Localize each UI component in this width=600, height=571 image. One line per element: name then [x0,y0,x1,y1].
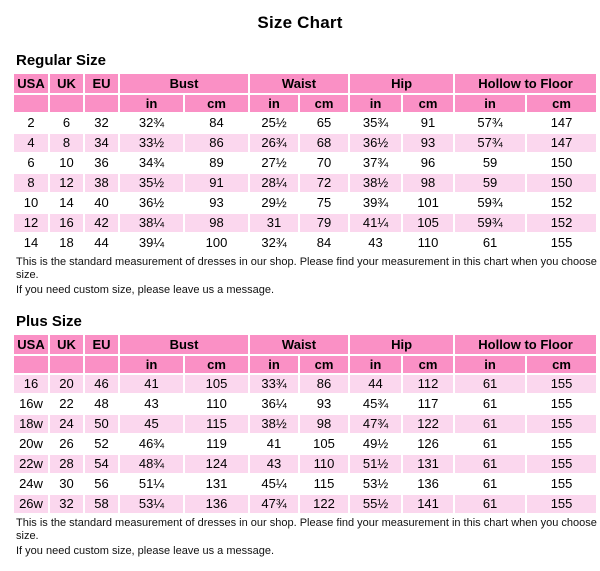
unit-cell: in [455,356,525,373]
table-cell: 50 [85,415,118,433]
table-cell: 26w [14,495,48,513]
table-cell: 34 [85,134,118,152]
table-cell: 61 [455,455,525,473]
unit-cell: in [350,95,401,112]
table-row [14,395,596,413]
table-cell: 136 [403,475,453,493]
table-cell: 49½ [350,435,401,453]
table-cell: 25½ [250,114,298,132]
table-cell: 8 [14,174,48,192]
table-cell: 45¼ [250,475,298,493]
table-cell: 6 [50,114,83,132]
table-cell: 155 [527,455,596,473]
table-cell: 61 [455,495,525,513]
table-cell: 61 [455,415,525,433]
table-cell: 84 [300,234,348,252]
table-row [14,495,596,513]
unit-cell: cm [300,356,348,373]
table-cell: 34¾ [120,154,183,172]
table-cell: 119 [185,435,248,453]
table-cell: 26¾ [250,134,298,152]
table-cell: 48¾ [120,455,183,473]
table-cell: 51½ [350,455,401,473]
table-cell: 35¾ [350,114,401,132]
table-cell: 68 [300,134,348,152]
table-cell: 131 [185,475,248,493]
table-cell: 57¾ [455,114,525,132]
table-cell: 152 [527,194,596,212]
table-cell: 93 [403,134,453,152]
table-cell: 27½ [250,154,298,172]
table-cell: 26 [50,435,83,453]
table-cell: 59 [455,174,525,192]
table-cell: 75 [300,194,348,212]
table-cell: 98 [185,214,248,232]
unit-cell: in [455,95,525,112]
table-cell: 22 [50,395,83,413]
table-cell: 70 [300,154,348,172]
table-row [14,375,596,393]
table-cell: 40 [85,194,118,212]
unit-cell: cm [527,95,596,112]
unit-cell: in [120,95,183,112]
table-cell: 46¾ [120,435,183,453]
table-row [14,154,596,172]
table-cell: 59¾ [455,214,525,232]
regular-size-heading: Regular Size [16,52,107,69]
table-row [14,415,596,433]
empty-header-cell [14,356,48,373]
table-cell: 48 [85,395,118,413]
table-cell: 2 [14,114,48,132]
empty-header-cell [50,356,83,373]
table-cell: 86 [185,134,248,152]
page-title: Size Chart [257,13,343,32]
table-cell: 32 [50,495,83,513]
table-cell: 117 [403,395,453,413]
table-cell: 47¾ [250,495,298,513]
table-cell: 28 [50,455,83,473]
measurement-note-line1: This is the standard measurement of dresses in our shop. Please find your measurement in this chart when you choose size. [16,256,597,281]
table-cell: 36¼ [250,395,298,413]
table-row [14,214,596,232]
table-cell: 61 [455,475,525,493]
table-cell: 110 [300,455,348,473]
table-cell: 110 [185,395,248,413]
unit-cell: cm [527,356,596,373]
custom-size-note-line2: If you need custom size, please leave us a message. [16,284,275,296]
table-cell: 93 [300,395,348,413]
table-cell: 44 [85,234,118,252]
table-cell: 53½ [350,475,401,493]
table-cell: 105 [185,375,248,393]
table-cell: 38 [85,174,118,192]
table-cell: 61 [455,435,525,453]
col-hip: Hip [350,335,453,354]
table-cell: 38¼ [120,214,183,232]
table-cell: 91 [403,114,453,132]
table-cell: 14 [14,234,48,252]
table-cell: 58 [85,495,118,513]
table-cell: 46 [85,375,118,393]
regular-size-table [12,72,598,254]
regular-size-table-body [14,114,596,252]
col-bust: Bust [120,74,248,93]
table-row [14,114,596,132]
unit-cell: in [250,356,298,373]
table-cell: 43 [120,395,183,413]
table-cell: 91 [185,174,248,192]
column-group-row [14,74,596,93]
table-cell: 155 [527,495,596,513]
table-cell: 22w [14,455,48,473]
empty-header-cell [85,356,118,373]
unit-cell: cm [403,356,453,373]
table-cell: 20 [50,375,83,393]
unit-row [14,95,596,112]
table-cell: 55½ [350,495,401,513]
unit-cell: in [350,356,401,373]
table-cell: 32¾ [250,234,298,252]
col-hip: Hip [350,74,453,93]
table-cell: 96 [403,154,453,172]
table-cell: 18w [14,415,48,433]
measurement-note-line1: This is the standard measurement of dresses in our shop. Please find your measurement in this chart when you choose size. [16,517,597,542]
unit-cell: in [120,356,183,373]
table-cell: 24 [50,415,83,433]
table-cell: 43 [350,234,401,252]
table-cell: 122 [300,495,348,513]
table-cell: 110 [403,234,453,252]
table-cell: 36 [85,154,118,172]
col-waist: Waist [250,74,348,93]
table-cell: 10 [14,194,48,212]
table-cell: 10 [50,154,83,172]
table-cell: 86 [300,375,348,393]
table-cell: 8 [50,134,83,152]
table-row [14,234,596,252]
unit-cell: cm [403,95,453,112]
table-cell: 32 [85,114,118,132]
table-cell: 131 [403,455,453,473]
table-cell: 59¾ [455,194,525,212]
table-cell: 150 [527,174,596,192]
table-cell: 16 [14,375,48,393]
col-uk: UK [50,335,83,354]
table-cell: 105 [300,435,348,453]
table-cell: 155 [527,415,596,433]
table-cell: 72 [300,174,348,192]
table-cell: 45¾ [350,395,401,413]
empty-header-cell [50,95,83,112]
table-cell: 152 [527,214,596,232]
table-cell: 20w [14,435,48,453]
table-cell: 42 [85,214,118,232]
table-cell: 89 [185,154,248,172]
table-cell: 24w [14,475,48,493]
col-usa: USA [14,74,48,93]
table-cell: 65 [300,114,348,132]
empty-header-cell [85,95,118,112]
table-cell: 98 [300,415,348,433]
table-cell: 61 [455,375,525,393]
table-cell: 155 [527,475,596,493]
table-cell: 101 [403,194,453,212]
unit-cell: cm [185,95,248,112]
col-usa: USA [14,335,48,354]
table-cell: 155 [527,435,596,453]
table-cell: 56 [85,475,118,493]
table-cell: 16 [50,214,83,232]
table-cell: 39¼ [120,234,183,252]
table-cell: 52 [85,435,118,453]
table-cell: 32¾ [120,114,183,132]
table-cell: 147 [527,114,596,132]
unit-cell: cm [300,95,348,112]
empty-header-cell [14,95,48,112]
table-cell: 33¾ [250,375,298,393]
table-row [14,174,596,192]
table-cell: 41¼ [350,214,401,232]
table-cell: 61 [455,395,525,413]
table-cell: 59 [455,154,525,172]
table-cell: 100 [185,234,248,252]
table-cell: 141 [403,495,453,513]
table-cell: 126 [403,435,453,453]
table-cell: 136 [185,495,248,513]
plus-size-heading: Plus Size [16,313,82,330]
table-cell: 84 [185,114,248,132]
col-hollow-to-floor: Hollow to Floor [455,74,596,93]
custom-size-note-line2: If you need custom size, please leave us a message. [16,545,275,557]
table-cell: 30 [50,475,83,493]
plus-size-table-body [14,375,596,513]
table-cell: 98 [403,174,453,192]
table-cell: 16w [14,395,48,413]
unit-cell: cm [185,356,248,373]
table-cell: 35½ [120,174,183,192]
table-cell: 38½ [250,415,298,433]
table-cell: 14 [50,194,83,212]
table-cell: 53¼ [120,495,183,513]
table-cell: 38½ [350,174,401,192]
table-cell: 31 [250,214,298,232]
table-cell: 155 [527,395,596,413]
table-cell: 6 [14,154,48,172]
table-cell: 79 [300,214,348,232]
table-row [14,475,596,493]
table-cell: 12 [14,214,48,232]
plus-size-table [12,333,598,515]
table-cell: 155 [527,234,596,252]
table-cell: 12 [50,174,83,192]
table-cell: 51¼ [120,475,183,493]
table-cell: 45 [120,415,183,433]
unit-cell: in [250,95,298,112]
unit-row [14,356,596,373]
table-cell: 124 [185,455,248,473]
table-cell: 115 [300,475,348,493]
plus-size-section [0,313,600,558]
table-cell: 41 [250,435,298,453]
table-cell: 57¾ [455,134,525,152]
col-eu: EU [85,335,118,354]
table-cell: 54 [85,455,118,473]
table-row [14,194,596,212]
col-hollow-to-floor: Hollow to Floor [455,335,596,354]
table-cell: 28¼ [250,174,298,192]
table-cell: 93 [185,194,248,212]
col-eu: EU [85,74,118,93]
table-cell: 155 [527,375,596,393]
table-cell: 33½ [120,134,183,152]
table-row [14,435,596,453]
table-cell: 105 [403,214,453,232]
table-row [14,455,596,473]
col-bust: Bust [120,335,248,354]
table-cell: 36½ [120,194,183,212]
table-cell: 29½ [250,194,298,212]
table-row [14,134,596,152]
column-group-row [14,335,596,354]
table-cell: 37¾ [350,154,401,172]
table-cell: 36½ [350,134,401,152]
table-cell: 112 [403,375,453,393]
table-cell: 41 [120,375,183,393]
table-cell: 61 [455,234,525,252]
col-waist: Waist [250,335,348,354]
table-cell: 4 [14,134,48,152]
table-cell: 39¾ [350,194,401,212]
regular-size-section [0,52,600,297]
table-cell: 47¾ [350,415,401,433]
col-uk: UK [50,74,83,93]
table-cell: 122 [403,415,453,433]
table-cell: 150 [527,154,596,172]
table-cell: 147 [527,134,596,152]
table-cell: 44 [350,375,401,393]
table-cell: 115 [185,415,248,433]
table-cell: 43 [250,455,298,473]
table-cell: 18 [50,234,83,252]
